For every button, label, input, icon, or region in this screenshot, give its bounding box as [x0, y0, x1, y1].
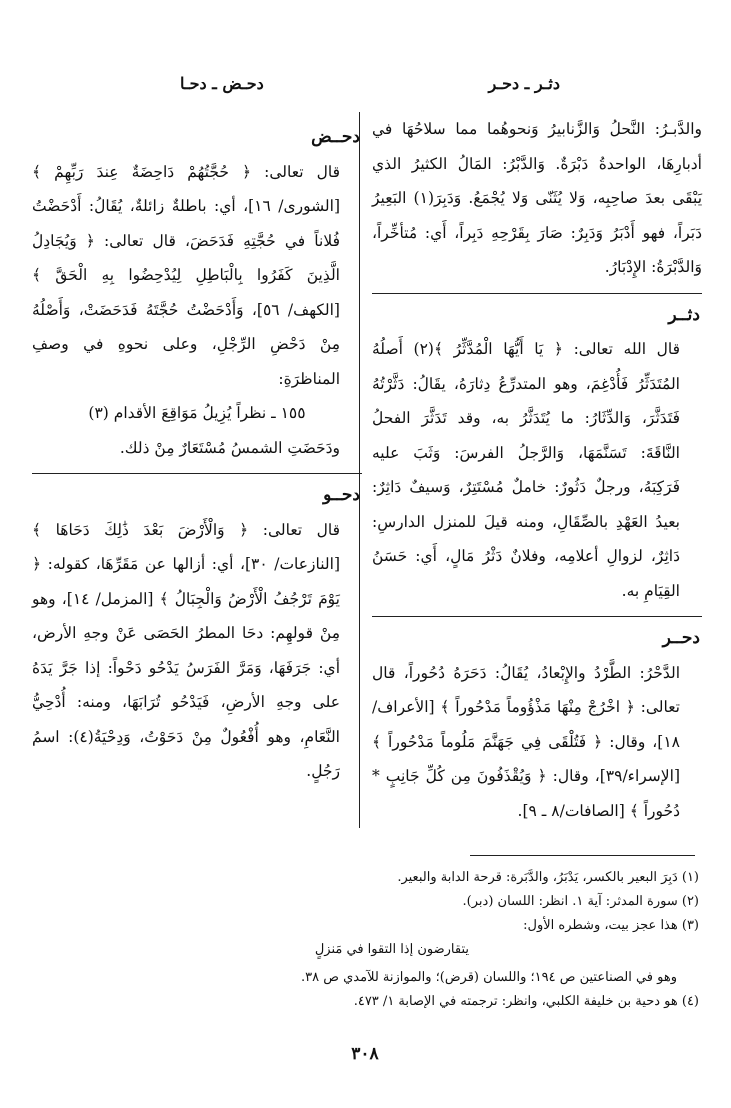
entry-heading-dahr: دحــر [372, 616, 702, 656]
entry-heading-dahw: دحــو [32, 473, 362, 513]
right-column [372, 112, 702, 828]
entry-heading-dathr: دثــر [372, 293, 702, 333]
page-number: ٣٠٨ [351, 1044, 379, 1064]
footnote-3-source: وهو في الصناعتين ص ١٩٤؛ واللسان (قرض)؛ والموازنة للآمدي ص ٣٨. [301, 970, 677, 985]
entry-heading-dahd: دحــض [311, 127, 360, 147]
running-head-left: دحـض ـ دحـا [180, 74, 264, 93]
poetry-verse: ١٥٥ ـ نظراً يُزِيلُ مَوَاقِعَ الأقدام (٣) [88, 404, 306, 422]
entry-body-dahd: قال تعالى: ﴿ حُجَّتُهُمْ دَاحِضَةٌ عِندَ رَبِّهِمْ ﴾ [الشورى/ ١٦]، أي: باطلةٌ زائلةٌ، يُقَالُ: أَدْحَضْتُ فُلاناً في حُجَّتِهِ فَدَحَضَ، قال تعالى: ﴿ وَيُجَادِلُ الَّذِينَ كَفَرُوا بِالْبَاطِلِ لِيُدْحِضُوا بِهِ الْحَقَّ ﴾ [الكهف/ ٥٦]، وَأَدْحَضْتُ حُجَّتَهُ فَدَحَضَتْ، وَأَصْلُهُ مِنْ دَحْضِ الرِّجْلِ، وعلى نحوهِ في وصفِ المناظرَةِ: [32, 162, 340, 388]
footnote-rule [470, 855, 695, 856]
left-column [32, 112, 362, 789]
footnote-4: (٤) هو دحية بن خليفة الكلبي، وانظر: ترجمته في الإصابة ١/ ٤٧٣. [353, 994, 699, 1009]
entry-body-dahw: قال تعالى: ﴿ وَالْأَرْضَ بَعْدَ ذَٰلِكَ دَحَاهَا ﴾ [النازعات/ ٣٠]، أي: أزالها عن مَقَرِّهَا، كقوله: ﴿ يَوْمَ تَرْجُفُ الْأَرْضُ وَالْجِبَالُ ﴾ [المزمل/ ١٤]، وهو مِنْ قولهِم: دحَا المطرُ الحَصَى عَنْ وجهِ الأرض، أي: جَرَفَهَا، وَمَرَّ الفَرَسُ يَدْحُو دَحْواً: إذا جَرَّ يَدَهُ على وجهِ الأرضِ، فَيَدْحُو تُرَابَهَا، ومنه: أُدْحِيُّ النَّعَامِ، وهو أُفْعُولٌ مِنْ دَحَوْتُ، وَدِحْيَةُ(٤): اسمُ رَجُلٍ. [32, 520, 340, 780]
intro-paragraph: والدَّبـرُ: النَّحلُ وَالزَّنابيرُ وَنحوهُما مما سلاحُهَا في أدبارِهَا، الواحدةُ دَبْرَةٌ. وَالدَّبْرُ: المَالُ الكثيرُ الذي يَبْقَى بعدَ صاحِبِه، وَلا يُثَنّى وَلا يُجْمَعُ. وَدَبِرَ(١) البَعِيرُ دَبَراً، فهو أَدْبَرُ وَدَبِرٌ: صَارَ بِقَرْحِهِ دَبِراً، أَي: مُتأخِّراً، وَالدَّبْرَةُ: الإِدْبَارُ. [372, 120, 703, 276]
footnote-3: (٣) هذا عجز بيت، وشطره الأول: [523, 918, 699, 933]
entry-body-dahr: الدَّحْرُ: الطَّرْدُ والإِبْعادُ، يُقَالُ: دَحَرَهُ دُحُوراً، قال تعالى: ﴿ اخْرُجْ مِنْهَا مَذْؤُوماً مَدْحُوراً ﴾ [الأعراف/ ١٨]، وقال: ﴿ فَتُلْقَى فِي جَهَنَّمَ مَلُوماً مَدْحُوراً ﴾ [الإسراء/٣٩]، وقال: ﴿ وَيُقْذَفُونَ مِن كُلِّ جَانِبٍ * دُحُوراً ﴾ [الصافات/٨ ـ ٩]. [372, 663, 680, 820]
footnote-2: (٢) سورة المدثر: آية ١. انظر: اللسان (دبر). [462, 894, 699, 909]
footnote-1: (١) دَبِرَ البعير بالكسر، يَدْبَرُ، والدَّبَرة: قرحة الدابة والبعير. [397, 870, 699, 885]
footnote-3-verse: يتقارضون إذا التقوا في مَنزلٍ [314, 942, 469, 957]
running-head-right: دثـر ـ دحـر [488, 74, 560, 93]
entry-body-dathr: قال الله تعالى: ﴿ يَا أَيُّهَا الْمُدَّثِّرُ ﴾(٢) أَصلُهُ المُتَدَثِّرُ فَأُدْغِمَ، وهو المتدرِّعُ دِثارَهُ، يقَالُ: دَثَّرْتُهُ فَتَدَثَّرَ، وَالدِّثَارُ: ما يُتَدَثَّرُ به، وقد تَدَثَّرَ الفحلُ النَّاقَةَ: تَسَنَّمَهَا، وَالرَّجلُ الفرسَ: وَثَبَ عليه فَرَكِبَهُ، ورجلٌ دَثُورٌ: خاملٌ مُسْتَتِرٌ، وَسيفٌ دَاثِرٌ: بعيدُ العَهْدِ بالصِّقَالِ، ومنه قيلَ للمنزل الدارسِ: دَاثِرٌ، لزوالِ أعلامِه، وفلانٌ دَثْرُ مَالٍ، أَي: حَسَنُ القِيَامِ به. [372, 340, 680, 600]
entry-body-dahd-continued: ودَحَضَتِ الشمسُ مُسْتَعَارٌ مِنْ ذلك. [119, 438, 340, 457]
running-head [40, 74, 700, 98]
footnotes [34, 866, 699, 1014]
